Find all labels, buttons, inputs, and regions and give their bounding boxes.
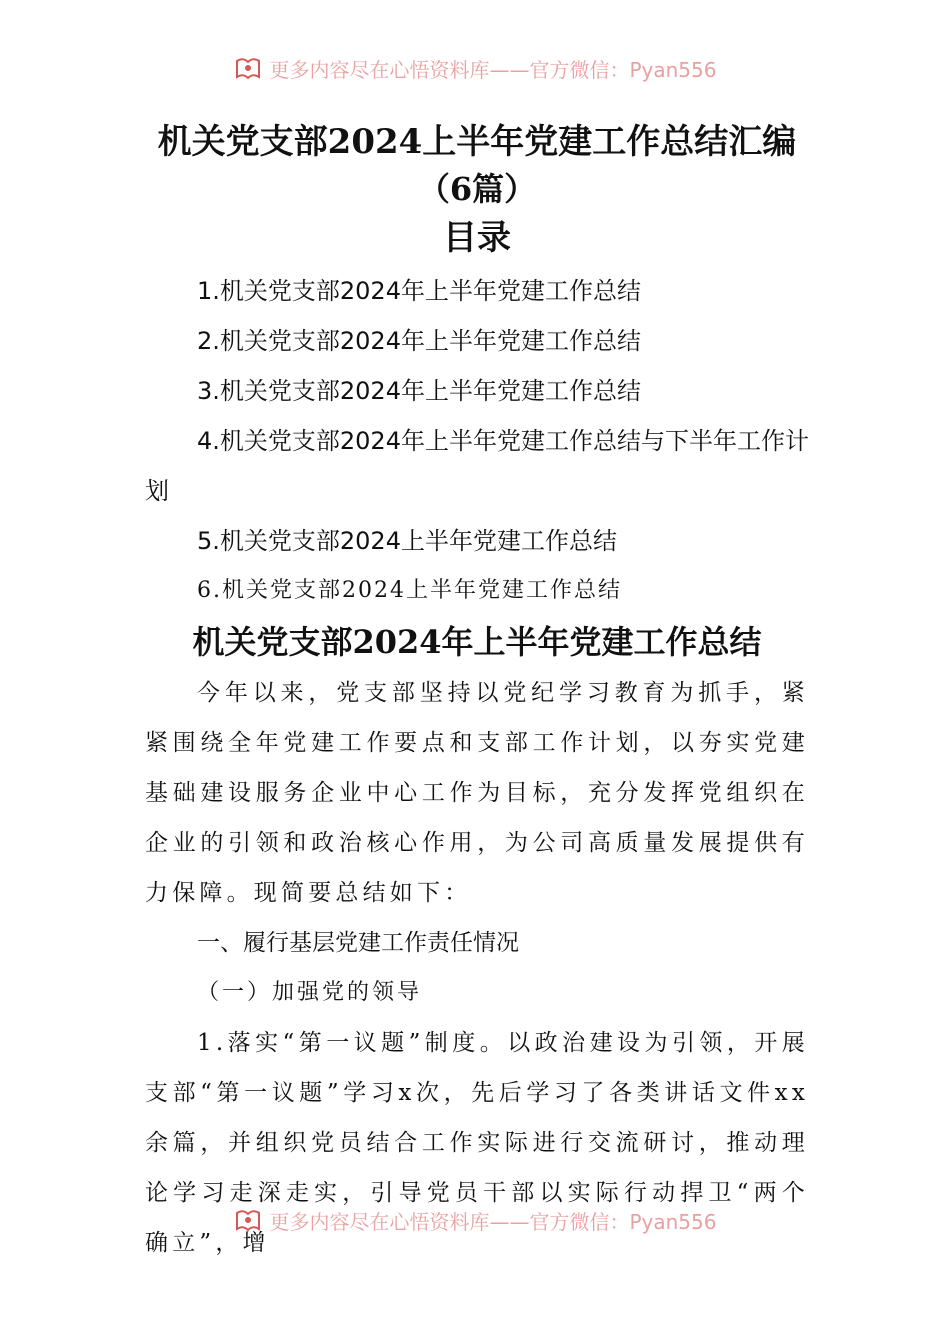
watermark-top	[0, 52, 950, 84]
document-count: （6篇）	[417, 170, 537, 208]
toc-item: 3.机关党支部2024年上半年党建工作总结	[197, 377, 641, 405]
watermark-bottom	[0, 1204, 950, 1236]
toc-list	[145, 266, 809, 616]
heading-level-2: （一）加强党的领导	[197, 980, 423, 1005]
watermark-text: 更多内容尽在心悟资料库——官方微信：Pyan556	[269, 57, 717, 82]
toc-item: 1.机关党支部2024年上半年党建工作总结	[197, 277, 641, 305]
toc-heading: 目录	[443, 218, 511, 258]
toc-item: 6.机关党支部2024上半年党建工作总结	[197, 578, 622, 603]
toc-item: 2.机关党支部2024年上半年党建工作总结	[197, 327, 641, 355]
item-paragraph: 1.落实“第一议题”制度。以政治建设为引领，开展支部“第一议题”学习x次，先后学习了各类讲话文件xx余篇，并组织党员结合工作实际进行交流研讨，推动理论学习走深走实，引导党员干部以实际行动捍卫“两个确立”，增	[145, 1030, 809, 1256]
document-title: 机关党支部2024上半年党建工作总结汇编	[157, 122, 797, 162]
toc-item: 5.机关党支部2024上半年党建工作总结	[197, 527, 617, 555]
watermark-text: 更多内容尽在心悟资料库——官方微信：Pyan556	[269, 1209, 717, 1234]
section-title: 机关党支部2024年上半年党建工作总结	[192, 623, 762, 661]
book-logo-icon	[233, 53, 263, 83]
heading-level-1: 一、履行基层党建工作责任情况	[197, 930, 519, 956]
intro-paragraph: 今年以来，党支部坚持以党纪学习教育为抓手，紧紧围绕全年党建工作要点和支部工作计划，以夯实党建基础建设服务企业中心工作为目标，充分发挥党组织在企业的引领和政治核心作用，为公司高质量发展提供有力保障。现简要总结如下：	[145, 680, 809, 906]
toc-item: 4.机关党支部2024年上半年党建工作总结与下半年工作计划	[145, 427, 809, 505]
book-logo-icon	[233, 1205, 263, 1235]
